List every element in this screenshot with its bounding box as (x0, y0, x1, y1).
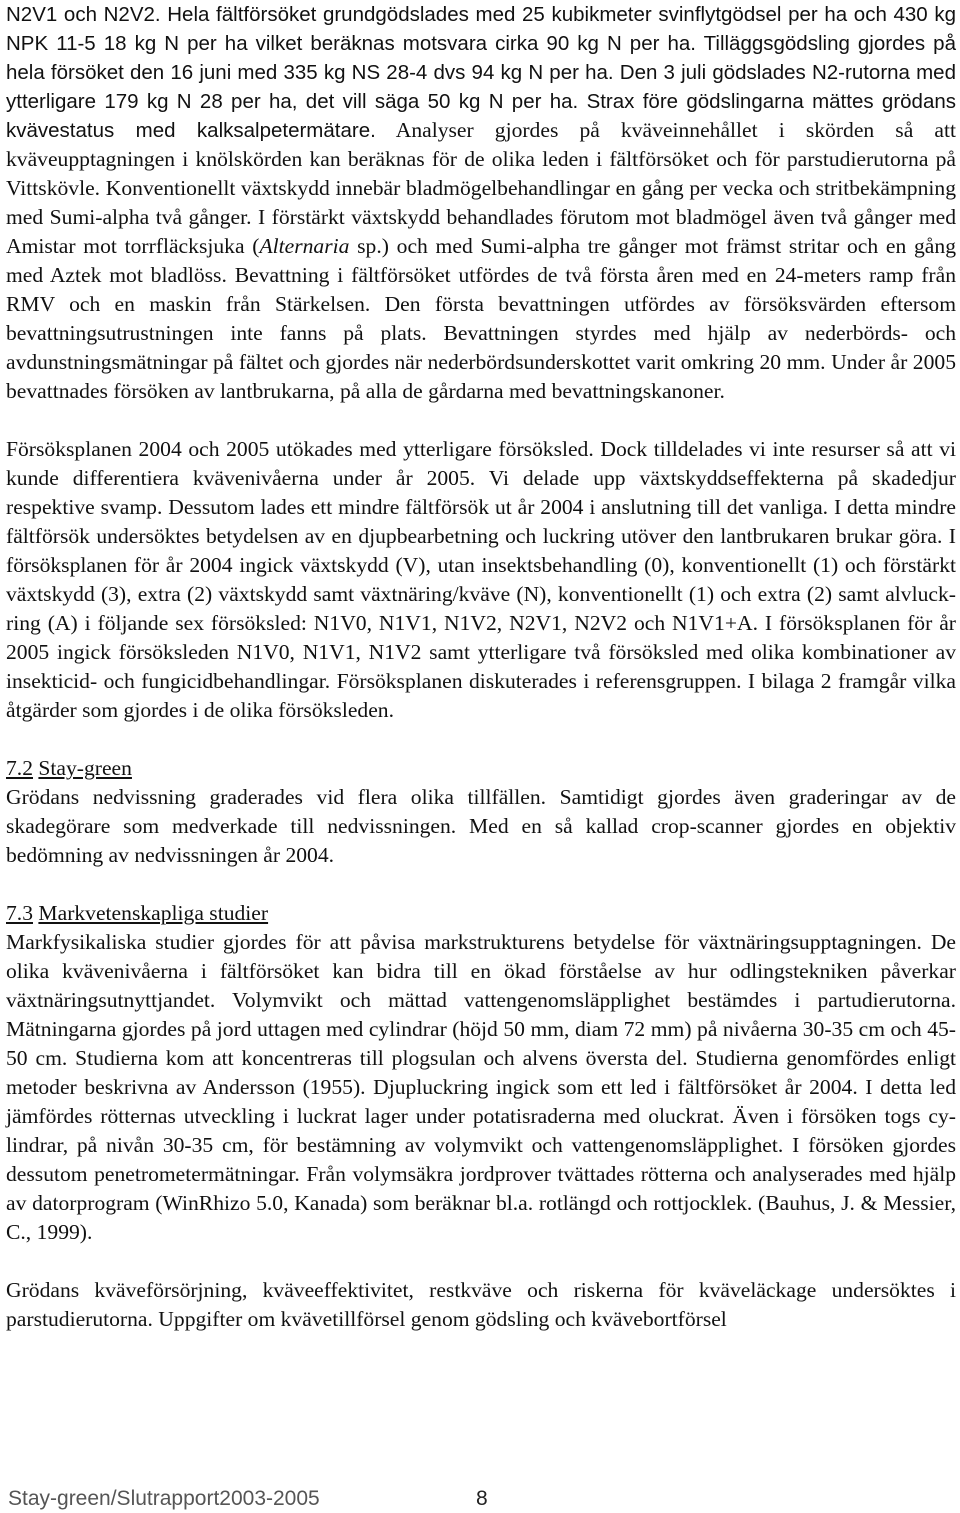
paragraph-trial-plan: Försöksplanen 2004 och 2005 utökades med ytterligare försöksled. Dock tilldelades vi inte resurser så att vi kunde differentiera kvävenivåerna under år 2005. Vi delade upp växtskyddseffekterna på skadedjur respektive svamp. Dessutom lades ett mindre fältförsök ut år 2004 i anslutning till det vanliga. I detta mindre fältförsök undersöktes betydelsen av en djupbearbetning och luckring utöver den lantbrukaren brukar göra. I försöksplanen för år 2004 ingick växtskydd (V), utan insektsbehandling (0), konventionellt (1) och förstärkt växtskydd (3), extra (2) växtskydd samt växtnäring/kväve (N), konventionellt (1) och extra (2) samt alvluckring (A) i följande sex försöksled: N1V0, N1V1, N1V2, N2V1, N2V2 och N1V1+A. I försöksplanen för år 2005 ingick försöksleden N1V0, N1V1, N1V2 samt ytterligare två försöksled med olika kombinationer av insekticid- och fungicidbehandlingar. Försöksplanen diskuterades i referensgruppen. I bilaga 2 framgår vilka åtgärder som gjordes i de olika försöksleden. (6, 437, 956, 722)
paragraph-spacer (6, 870, 956, 899)
section-number: 7.2 (6, 756, 33, 780)
species-name-italic: Alternaria (259, 234, 350, 258)
paragraph-spacer (6, 725, 956, 754)
section-title: Stay-green (38, 756, 132, 780)
paragraph-spacer (6, 406, 956, 435)
paragraph-nitrogen: Grödans kväveförsörjning, kväveeffektivitet, restkväve och riskerna för kväveläckage undersöktes i parstudierutorna. Uppgifter om kvävetillförsel genom gödsling och kvävebortförsel (6, 1278, 956, 1331)
page-number: 8 (476, 1487, 488, 1510)
section-title: Markvetenskapliga studier (38, 901, 269, 925)
paragraph-spacer (6, 1247, 956, 1276)
paragraph-fertilization (6, 0, 956, 406)
section-heading-stay-green (6, 754, 956, 783)
section-number: 7.3 (6, 901, 33, 925)
footer-document-name: Stay-green/Slutrapport2003-2005 (8, 1487, 320, 1510)
document-page (6, 0, 956, 1334)
section-body-soil-studies: Markfysikaliska studier gjordes för att påvisa markstrukturens betydelse för växtnäringsupptagningen. De olika kvävenivåerna i fältförsöket kan bidra till en ökad förståelse av hur odlingstekniken påverkar växtnäringsutnyttjandet. Volymvikt och mättad vattengenomsläpplighet bestämdes i partudierutorna. Mätningarna gjordes på jord uttagen med cylindrar (höjd 50 mm, diam 72 mm) på nivåerna 30-35 cm och 45-50 cm. Studierna kom att koncentreras till plogsulan och alvens översta del. Studierna genomfördes enligt metoder beskrivna av Andersson (1955). Djupluckring ingick som ett led i fältförsöket år 2004. I detta led jämfördes rötternas utveckling i luckrat lager under potatisraderna med oluckrat. Även i försöken togs cylindrar, på nivån 30-35 cm, för bestämning av volymvikt och vattengenomsläpplighet. I försöken gjordes dessutom penetrometermätningar. Från volymsäkra jordprover tvättades rötterna och analyserades med hjälp av datorprogram (WinRhizo 5.0, Kanada) som beräknar bl.a. rotlängd och rottjocklek. (Bauhus, J. & Messier, C., 1999). (6, 930, 956, 1244)
paragraph-fertilization-text-end: sp.) och med Sumi-alpha tre gånger mot främst stritar och en gång med Aztek mot bladlöss. Bevattning i fältförsöket utfördes de två första åren med en 24-meters ramp från RMV och en maskin från Stärkelsen. Den första bevattningen utfördes av försöksvärden eftersom bevattningsutrustningen inte fanns på plats. Bevattningen styrdes med hjälp av nederbörds- och avdunstningsmätningar på fältet och gjordes när nederbördsunderskottet varit omkring 20 mm. Under år 2005 bevattnades försöken av lantbrukarna, på alla de gårdarna med bevattningskanoner. (6, 234, 956, 403)
section-heading-soil-studies (6, 899, 956, 928)
section-body-stay-green: Grödans nedvissning graderades vid flera olika tillfällen. Samtidigt gjordes även graderingar av de skadegörare som medverkade till nedvissningen. Med en så kallad crop-scanner gjordes en objektiv bedömning av nedvissningen år 2004. (6, 785, 956, 867)
paragraph-fertilization-text: Analyser gjordes på kväveinnehållet i skörden så att kväveupptagningen i knölskörden kan beräknas för de olika leden i fältförsöket och för parstudierutorna på Vittskövle. Konventionellt växtskydd innebär bladmögelbehandlingar en gång per vecka och stritbekämpning med Sumi-alpha två gånger. I förstärkt växtskydd behandlades förutom mot bladmögel även två gånger med Amistar mot torrfläcksjuka ( (6, 118, 956, 258)
paragraph-fertilization-lead: N2V1 och N2V2. Hela fältförsöket grundgödslades med 25 kubikmeter svinflytgödsel per ha och 430 kg NPK 11-5 18 kg N per ha vilket beräknas motsvara cirka 90 kg N per ha. Tilläggsgödsling gjordes på hela försöket den 16 juni med 335 kg NS 28-4 dvs 94 kg N per ha. Den 3 juli gödslades N2-rutorna med ytterligare 179 kg N 28 per ha, det vill säga 50 kg N per ha. Strax före gödslingarna mättes grödans kvävestatus med kalksalpetermätare. (6, 3, 956, 142)
